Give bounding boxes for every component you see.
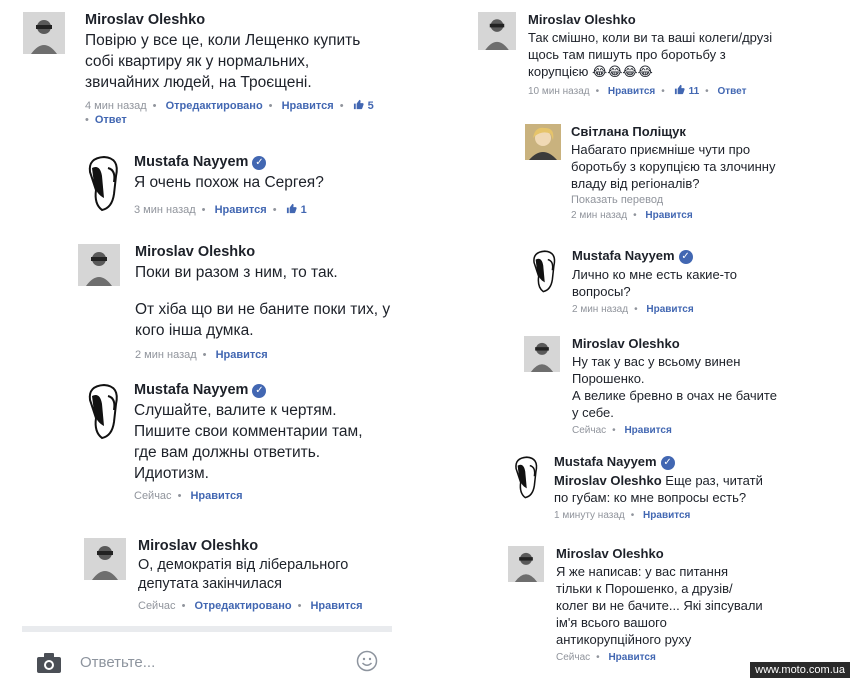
like-count[interactable]: 1 — [286, 204, 307, 216]
comment-meta: Сейчас • Нравится — [572, 425, 672, 436]
like-button[interactable]: Нравится — [215, 349, 268, 361]
comment-text: Я очень похож на Сергея? — [134, 174, 324, 191]
avatar-miroslav[interactable] — [23, 12, 65, 54]
like-button[interactable]: Нравится — [643, 510, 691, 521]
right-comments-panel — [440, 0, 850, 678]
comment-time: Сейчас — [556, 652, 591, 663]
comment-author[interactable]: Miroslav Oleshko — [85, 12, 206, 28]
comment-meta: 2 мин назад • Нравится — [571, 210, 693, 221]
comment-time: 2 мин назад — [571, 210, 628, 221]
comment-time: 2 мин назад — [572, 304, 629, 315]
like-button[interactable]: Нравится — [608, 652, 656, 663]
like-button[interactable]: Нравится — [624, 425, 672, 436]
verified-badge-icon: ✓ — [252, 156, 266, 170]
watermark: www.moto.com.ua — [750, 662, 850, 678]
comment-author[interactable]: Світлана Поліщук — [571, 124, 686, 139]
like-button[interactable]: Нравится — [190, 490, 243, 502]
comment-author[interactable]: Miroslav Oleshko — [138, 538, 259, 554]
camera-icon[interactable] — [36, 652, 62, 679]
reply-composer — [22, 626, 392, 684]
thumbs-up-icon — [286, 203, 297, 214]
avatar-mustafa[interactable] — [510, 454, 542, 500]
comment-time: Сейчас — [572, 425, 607, 436]
comment-time: 4 мин назад — [85, 100, 147, 112]
avatar-mustafa[interactable] — [528, 248, 560, 294]
avatar-miroslav[interactable] — [524, 336, 560, 372]
like-button[interactable]: Нравится — [645, 210, 693, 221]
comment-text: О, демократія від ліберального депутата закінчилася — [138, 557, 349, 592]
like-count[interactable]: 5 — [353, 100, 374, 112]
like-button[interactable]: Нравится — [607, 86, 656, 97]
comment-text: Набагато приємніше чути про боротьбу з корупцією та злочинну владу від регіоналів? — [571, 142, 776, 191]
show-translation-link[interactable]: Показать перевод — [571, 194, 664, 206]
avatar-miroslav[interactable] — [84, 538, 126, 580]
comment-text: Так смішно, коли ви та ваші колеги/друзі щось там пишуть про боротьбу з корупцією 😂😂😂😂 — [528, 30, 773, 79]
comment-meta: 3 мин назад • Нравится • 1 — [134, 204, 307, 216]
comment-time: 3 мин назад — [134, 204, 196, 216]
comment-text: Слушайте, валите к чертям. Пишите свои комментарии там, где вам должны ответить. Идиотизм. — [134, 402, 363, 482]
like-button[interactable]: Нравится — [646, 304, 694, 315]
comment-text: Поки ви разом з ним, то так. От хіба що ви не баните поки тих, у кого інша думка. — [135, 264, 391, 339]
edited-link[interactable]: Отредактировано — [194, 600, 292, 612]
comment-author[interactable]: Miroslav Oleshko — [135, 244, 256, 260]
edited-link[interactable]: Отредактировано — [165, 100, 263, 112]
avatar-mustafa[interactable] — [82, 382, 124, 440]
left-comments-panel: Miroslav Oleshko Повірю у все це, коли Лещенко купить собі квартиру як у нормальних, звичайних людей, на Троєщені. 4 мин назад • Отредактировано • Нравится • 5 • Ответ Mustafa Nayyem ✓ Я очень похож на Сергея? 3 мин назад • Нравится • 1 Miroslav Oleshko Поки ви разом з ним, то так. От хіба що ви не баните поки тих, у кого інша думка. 2 мин назад • Нравится Mustafa Nayyem ✓ Слушайте, валите к чертям. Пишите свои комментарии там, где вам должны ответить. Идиотизм. Сейчас • Нравится Miroslav Oleshko О, демократія від ліберального депутата закінчилася Сейчас • Отредактировано • Нравится Ответьте... — [0, 0, 405, 678]
comment-meta: 2 мин назад • Нравится — [135, 349, 268, 361]
avatar-miroslav[interactable] — [478, 12, 516, 50]
comment-meta: 4 мин назад • Отредактировано • Нравится • 5 — [85, 100, 374, 112]
thumbs-up-icon — [353, 99, 364, 110]
comment-text: Miroslav Oleshko Еще раз, читатй по губам: ко мне вопросы есть? — [554, 473, 763, 505]
comment-text: Повірю у все це, коли Лещенко купить собі квартиру як у нормальних, звичайних людей, на Троєщені. — [85, 32, 361, 91]
like-count[interactable]: 11 — [674, 86, 700, 97]
comment-meta: Сейчас • Нравится — [556, 652, 656, 663]
comment-time: 10 мин назад — [528, 86, 590, 97]
verified-badge-icon: ✓ — [679, 250, 693, 264]
avatar-svitlana[interactable] — [525, 124, 561, 160]
verified-badge-icon: ✓ — [252, 384, 266, 398]
like-button[interactable]: Нравится — [214, 204, 267, 216]
reply-button[interactable]: Ответ — [94, 114, 127, 126]
avatar-mustafa[interactable] — [82, 154, 124, 212]
comment-author[interactable]: Mustafa Nayyem ✓ — [572, 248, 737, 264]
comment-author[interactable]: Mustafa Nayyem ✓ — [134, 154, 324, 170]
comment-author[interactable]: Miroslav Oleshko — [572, 336, 680, 351]
comment-time: 1 минуту назад — [554, 510, 625, 521]
comment-time: 2 мин назад — [135, 349, 197, 361]
avatar-miroslav[interactable] — [78, 244, 120, 286]
like-button[interactable]: Нравится — [281, 100, 334, 112]
reply-input[interactable]: Ответьте... — [80, 654, 156, 671]
comment-author[interactable]: Mustafa Nayyem ✓ — [554, 454, 763, 470]
reply-button[interactable]: Ответ — [717, 86, 747, 97]
comment-author[interactable]: Miroslav Oleshko — [528, 12, 636, 27]
verified-badge-icon: ✓ — [661, 456, 675, 470]
comment-time: Сейчас — [138, 600, 176, 612]
like-button[interactable]: Нравится — [310, 600, 363, 612]
thumbs-up-icon — [674, 84, 685, 95]
comment-text: Лично ко мне есть какие-то вопросы? — [572, 267, 738, 299]
comment-meta: 2 мин назад • Нравится — [572, 304, 694, 315]
comment-meta: Сейчас • Отредактировано • Нравится — [138, 600, 363, 612]
comment-meta: 1 минуту назад • Нравится — [554, 510, 691, 521]
comment-meta: Сейчас • Нравится — [134, 490, 243, 502]
comment-author[interactable]: Miroslav Oleshko — [556, 546, 664, 561]
comment-text: Я же написав: у вас питання тільки к Порошенко, а друзів/ колег ви не бачите... Які зіпсували ім'я всього вашого антикорупційного руху — [556, 564, 763, 647]
smiley-icon[interactable] — [356, 650, 378, 677]
comment-text: Ну так у вас у всьому винен Порошенко. А велике бревно в очах не бачите у себе. — [572, 354, 777, 420]
comment-time: Сейчас — [134, 490, 172, 502]
mention-link[interactable]: Miroslav Oleshko — [554, 473, 662, 488]
avatar-miroslav[interactable] — [508, 546, 544, 582]
comment-author[interactable]: Mustafa Nayyem ✓ — [134, 382, 363, 398]
comment-meta: 10 мин назад • Нравится • 11 • Ответ — [528, 86, 747, 97]
